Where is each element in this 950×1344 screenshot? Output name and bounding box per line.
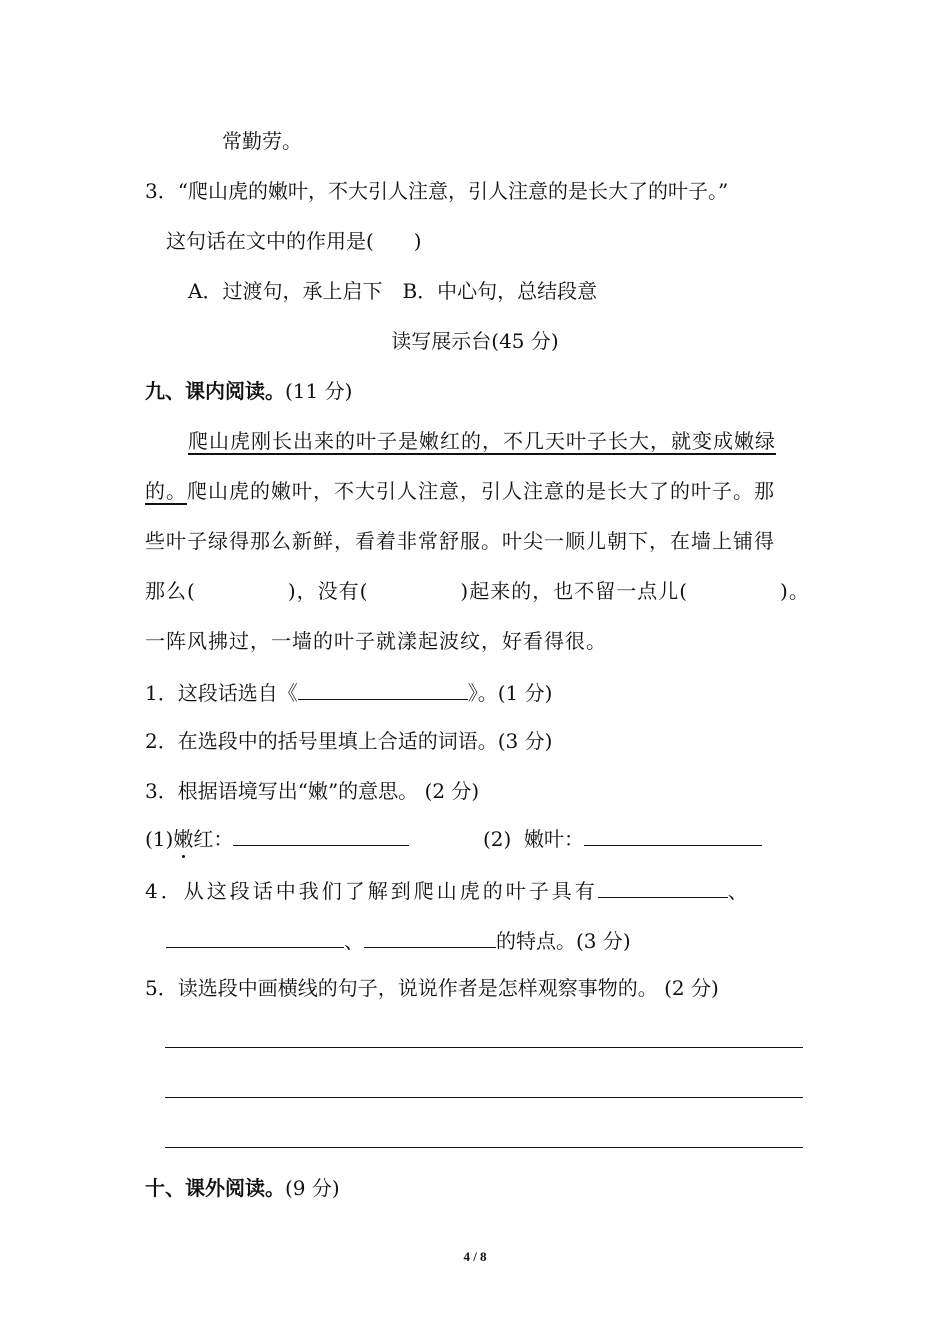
separator: 、 <box>727 879 751 903</box>
question-3-prev-line1: 3．“爬山虎的嫩叶，不大引人注意，引人注意的是长大了的叶子。” <box>145 179 729 203</box>
question-3: 3．根据语境写出“嫩”的意思。 (2 分) <box>145 779 480 803</box>
passage-underlined-2: 的。 <box>145 479 187 503</box>
section-10-score: (9 分) <box>285 1176 340 1200</box>
passage-line-1 <box>188 431 776 451</box>
question-5: 5．读选段中画横线的句子，说说作者是怎样观察事物的。 (2 分) <box>145 976 719 1000</box>
passage-underlined-1: 爬山虎刚长出来的叶子是嫩红的，不几天叶子长大，就变成嫩绿 <box>188 429 776 453</box>
item-1-word: 红： <box>193 827 234 851</box>
question-3-prev-line2: 这句话在文中的作用是( ) <box>166 229 422 253</box>
continuation-text: 常勤劳。 <box>222 129 302 153</box>
question-4-tail: 的特点。(3 分) <box>496 929 631 953</box>
section-10-heading-text: 十、课外阅读。 <box>145 1176 285 1200</box>
section-10-heading <box>145 1178 340 1198</box>
feature-blank-3[interactable] <box>364 929 496 948</box>
question-4-text: 4．从这段话中我们了解到爬山虎的叶子具有 <box>145 879 598 903</box>
passage-line-2-rest: 爬山虎的嫩叶，不大引人注意，引人注意的是长大了的叶子。那 <box>187 479 775 503</box>
question-3-item-2 <box>483 827 762 849</box>
answer-line-2[interactable] <box>165 1097 803 1098</box>
question-4-line-2 <box>166 929 631 951</box>
passage-l4-c: )起来的，也不留一点儿( <box>460 579 689 603</box>
separator: 、 <box>344 929 364 953</box>
item-2-word: (2) 嫩叶： <box>483 827 585 851</box>
passage-line-2 <box>145 481 775 501</box>
passage-line-4 <box>145 581 810 601</box>
passage-l4-d: )。 <box>780 579 810 603</box>
meaning-blank-2[interactable] <box>584 827 762 846</box>
page-number: 4 / 8 <box>463 1249 487 1264</box>
passage-line-3: 些叶子绿得那么新鲜，看着非常舒服。叶尖一顺儿朝下，在墙上铺得 <box>145 529 775 553</box>
meaning-blank-1[interactable] <box>233 827 409 846</box>
question-2: 2．在选段中的括号里填上合适的词语。(3 分) <box>145 729 553 753</box>
passage-l4-b: )，没有( <box>287 579 369 603</box>
section-9-heading <box>145 381 352 401</box>
question-1 <box>145 681 552 703</box>
passage-l4-a: 那么( <box>145 579 196 603</box>
question-3-item-1 <box>145 827 409 849</box>
section-9-score: (11 分) <box>285 379 353 403</box>
section-9-heading-text: 九、课内阅读。 <box>145 379 285 403</box>
question-1-text: 1．这段话选自《 <box>145 681 298 705</box>
answer-line-3[interactable] <box>165 1147 803 1148</box>
question-4-line-1 <box>145 879 751 901</box>
answer-line-1[interactable] <box>165 1047 803 1048</box>
feature-blank-2[interactable] <box>166 929 344 948</box>
question-1-tail: 》。(1 分) <box>467 681 553 705</box>
item-1-label: (1) <box>145 827 174 851</box>
feature-blank-1[interactable] <box>598 879 728 898</box>
question-3-prev-options: A．过渡句，承上启下 B．中心句，总结段意 <box>188 279 598 303</box>
section-title: 读写展示台(45 分) <box>391 329 559 353</box>
emphasis-char: 嫩 <box>173 827 194 851</box>
book-title-blank[interactable] <box>298 681 468 700</box>
passage-line-5: 一阵风拂过，一墙的叶子就漾起波纹，好看得很。 <box>145 629 607 653</box>
